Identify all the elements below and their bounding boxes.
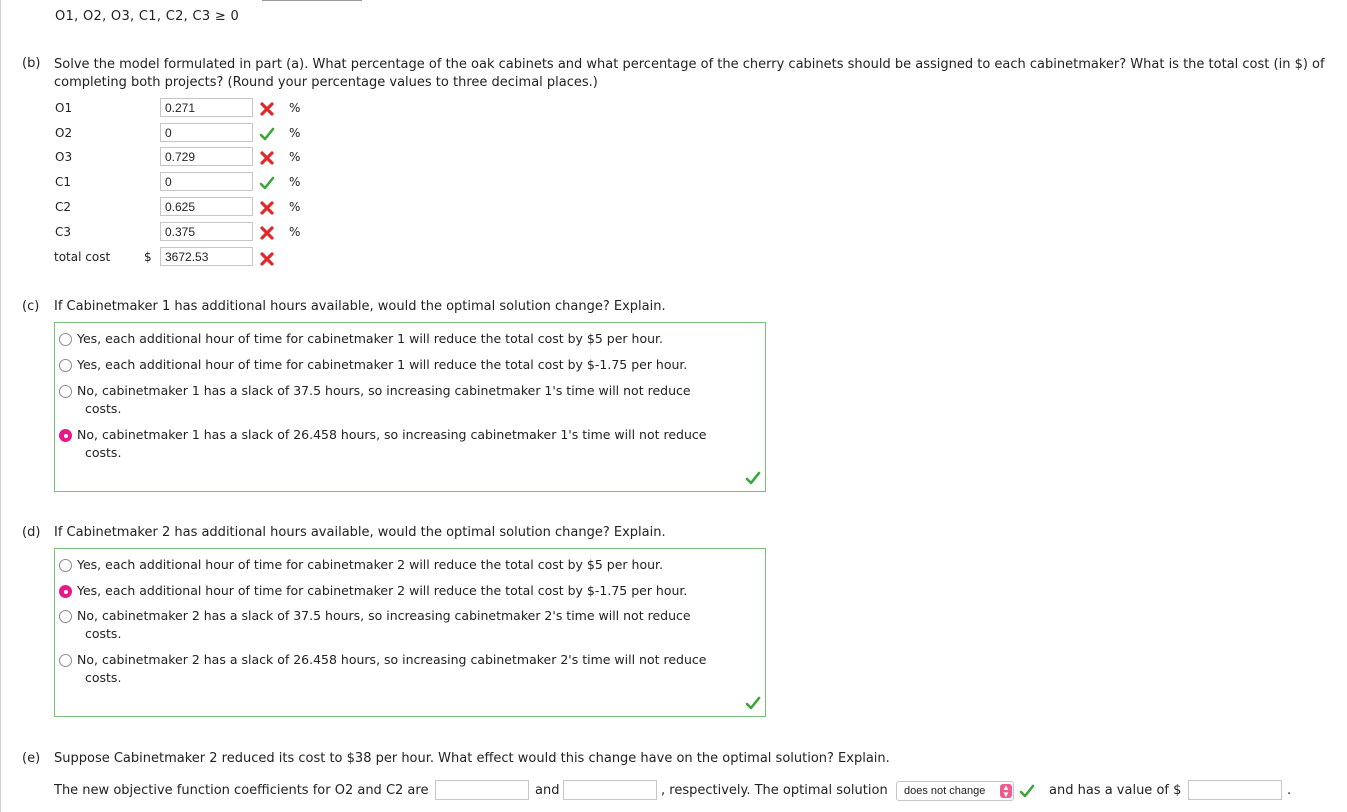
percent-unit: % [289,150,301,164]
and-text: and [535,783,560,798]
row-label-c2: C2 [55,200,72,214]
correct-check-icon [745,695,761,711]
page-left-border [0,0,1,812]
part-c-option-3-text[interactable]: No, cabinetmaker 1 has a slack of 37.5 hours, so increasing cabinetmaker 1's time will not reduce costs. [77,383,691,416]
part-d-option-1-radio[interactable] [59,559,72,572]
part-c-option-4-radio-selected[interactable] [59,429,72,442]
part-c-label: (c) [22,299,40,314]
row-label-o1: O1 [55,101,73,115]
c1-percentage-input[interactable]: 0 [160,172,253,191]
correct-check-icon [1019,783,1035,799]
c2-coefficient-input[interactable] [563,780,657,800]
row-label-c3: C3 [55,225,72,239]
incorrect-x-icon [259,150,275,166]
c2-percentage-input[interactable]: 0.625 [160,197,253,216]
has-value-text: and has a value of $ [1049,783,1182,798]
part-d-option-3-radio[interactable] [59,610,72,623]
part-d-label: (d) [22,525,41,540]
row-label-c1: C1 [55,175,72,189]
percent-unit: % [289,200,301,214]
part-b-label: (b) [22,56,41,71]
incorrect-x-icon [259,200,275,216]
part-b-question: Solve the model formulated in part (a). What percentage of the oak cabinets and what percentage of the cherry cabinets should be assigned to each cabinetmaker? What is the total cost (in $) of completing both projects? (Round your percentage values to three decimal places.) [54,57,1325,90]
currency-symbol: $ [144,250,152,264]
part-c-option-2-text[interactable]: Yes, each additional hour of time for cabinetmaker 1 will reduce the total cost by $-1.75 per hour. [77,357,688,372]
row-label-o3: O3 [55,150,73,164]
prior-input-underline [262,0,362,1]
nonnegativity-constraint: O1, O2, O3, C1, C2, C3 ≥ 0 [55,9,240,24]
part-c-question: If Cabinetmaker 1 has additional hours available, would the optimal solution change? Explain. [54,299,666,314]
row-label-o2: O2 [55,126,73,140]
incorrect-x-icon [259,225,275,241]
total-cost-label: total cost [54,250,111,264]
part-d-option-4-radio[interactable] [59,654,72,667]
correct-check-icon [745,470,761,486]
optimal-solution-change-dropdown[interactable] [896,781,1014,801]
part-c-option-2-radio[interactable] [59,359,72,372]
part-d-question: If Cabinetmaker 2 has additional hours available, would the optimal solution change? Explain. [54,525,666,540]
part-c-option-3-radio[interactable] [59,385,72,398]
percent-unit: % [289,225,301,239]
percent-unit: % [289,126,301,140]
total-cost-input[interactable]: 3672.53 [160,247,253,266]
part-e-sentence-start: The new objective function coefficients for O2 and C2 are [54,783,429,798]
part-d-option-1-text[interactable]: Yes, each additional hour of time for cabinetmaker 2 will reduce the total cost by $5 per hour. [77,557,664,572]
dropdown-arrow-icon: ▲ ▼ [1000,784,1012,798]
percent-unit: % [289,101,301,115]
c3-percentage-input[interactable]: 0.375 [160,222,253,241]
part-d-option-2-radio-selected[interactable] [59,585,72,598]
o2-coefficient-input[interactable] [435,780,529,800]
incorrect-x-icon [259,251,275,267]
part-d-option-2-text[interactable]: Yes, each additional hour of time for cabinetmaker 2 will reduce the total cost by $-1.75 per hour. [77,583,688,598]
part-c-option-4-text[interactable]: No, cabinetmaker 1 has a slack of 26.458 hours, so increasing cabinetmaker 1's time will not reduce costs. [77,427,707,460]
o3-percentage-input[interactable]: 0.729 [160,147,253,166]
percent-unit: % [289,175,301,189]
part-e-label: (e) [22,751,41,766]
part-d-option-4-text[interactable]: No, cabinetmaker 2 has a slack of 26.458 hours, so increasing cabinetmaker 2's time will not reduce costs. [77,652,707,685]
part-e-question: Suppose Cabinetmaker 2 reduced its cost to $38 per hour. What effect would this change have on the optimal solution? Explain. [54,751,890,766]
dropdown-selected-value: does not change [904,785,986,797]
correct-check-icon [259,175,275,191]
part-d-option-3-text[interactable]: No, cabinetmaker 2 has a slack of 37.5 hours, so increasing cabinetmaker 2's time will not reduce costs. [77,608,691,641]
part-c-option-1-radio[interactable] [59,333,72,346]
sentence-period: . [1287,783,1292,798]
incorrect-x-icon [259,101,275,117]
respectively-text: , respectively. The optimal solution [661,783,888,798]
correct-check-icon [259,126,275,142]
new-optimal-value-input[interactable] [1188,780,1282,800]
o2-percentage-input[interactable]: 0 [160,123,253,142]
o1-percentage-input[interactable]: 0.271 [160,98,253,117]
part-c-option-1-text[interactable]: Yes, each additional hour of time for cabinetmaker 1 will reduce the total cost by $5 per hour. [77,331,664,346]
